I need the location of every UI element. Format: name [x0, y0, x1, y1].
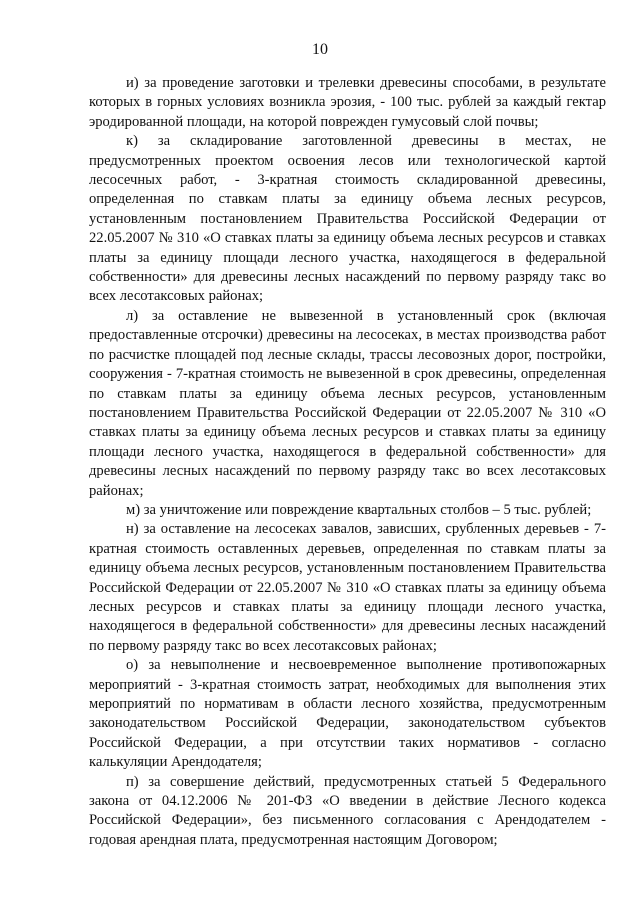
- paragraph-l: л) за оставление не вывезенной в установленный срок (включая предоставленные отсрочки) древесины на лесосеках, в местах производства работ по расчистке площадей под лесные склады, трассы лесовозных дорог, постройки, сооружения - 7-кратная стоимость не вывезенной в срок древесины, определенная по ставкам платы за единицу объема лесных ресурсов, установленным постановлением Правительства Российской Федерации от 22.05.2007 № 310 «О ставках платы за единицу объема лесных ресурсов и ставках платы за единицу площади лесного участка, находящегося в федеральной собственности» для древесины лесных насаждений по первому разряду такс во всех лесотаксовых районах;: [89, 307, 606, 499]
- paragraph-n: н) за оставление на лесосеках завалов, зависших, срубленных деревьев - 7-кратная стоимость оставленных деревьев, определенная по ставкам платы за единицу объема лесных ресурсов, установленным постановлением Правительства Российской Федерации от 22.05.2007 № 310 «О ставках платы за единицу объема лесных ресурсов и ставках платы за единицу площади лесного участка, находящегося в федеральной собственности» для древесины лесных насаждений по первому разряду такс во всех лесотаксовых районах;: [89, 521, 606, 654]
- document-body: [89, 74, 606, 850]
- paragraph-p: п) за совершение действий, предусмотренных статьей 5 Федерального закона от 04.12.2006 № 201-ФЗ «О введении в действие Лесного кодекса Российской Федерации», без письменного согласования с Арендодателем - годовая арендная плата, предусмотренная настоящим Договором;: [89, 773, 606, 848]
- paragraph-m: м) за уничтожение или повреждение квартальных столбов – 5 тыс. рублей;: [126, 501, 592, 518]
- page-number: 10: [312, 41, 328, 58]
- paragraph-k: к) за складирование заготовленной древесины в местах, не предусмотренных проектом освоения лесов или технологической картой лесосечных работ, - 3-кратная стоимость складированной древесины, определенная по ставкам платы за единицу объема лесных ресурсов, установленным постановлением Правительства Российской Федерации от 22.05.2007 № 310 «О ставках платы за единицу объема лесных ресурсов и ставках платы за единицу площади лесного участка, находящегося в федеральной собственности» для древесины лесных насаждений по первому разряду такс во всех лесотаксовых районах;: [89, 133, 606, 305]
- paragraph-i: и) за проведение заготовки и трелевки древесины способами, в результате которых в горных условиях возникла эрозия, - 100 тыс. рублей за каждый гектар эродированной площади, на которой поврежден гумусовый слой почвы;: [89, 75, 606, 130]
- paragraph-o: о) за невыполнение и несвоевременное выполнение противопожарных мероприятий - 3-кратная стоимость затрат, необходимых для выполнения этих мероприятий по нормативам в области лесного хозяйства, предусмотренным законодательством Российской Федерации, законодательством субъектов Российской Федерации, а при отсутствии таких нормативов - согласно калькуляции Арендодателя;: [89, 657, 606, 771]
